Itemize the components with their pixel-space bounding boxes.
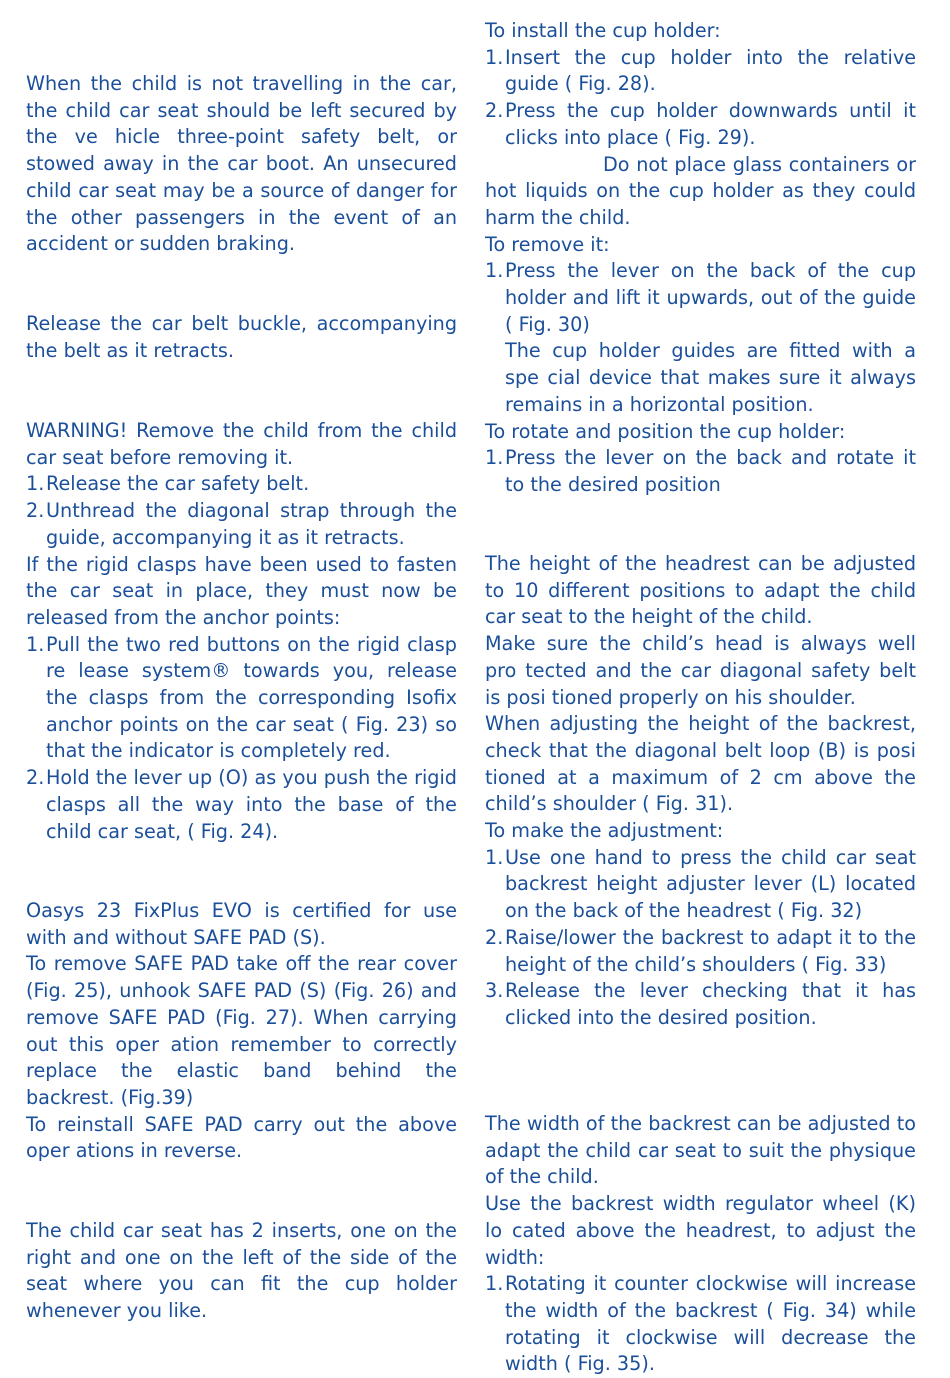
list-item: 1. Insert the cup holder into the relative guide ( Fig. 28).: [485, 45, 916, 96]
clasps-intro: If the rigid clasps have been used to fasten the car seat in place, they must now be released from the anchor points:: [26, 552, 457, 629]
list-item: 3. Release the lever checking that it has clicked into the desired position.: [485, 979, 916, 1029]
cup-holder-section: [485, 18, 916, 499]
remove-heading: To remove it:: [485, 232, 610, 256]
inserts-paragraph: The child car seat has 2 inserts, one on the right and one on the left of the side of the seat where you can fit the cup holder whenever you like.: [26, 1219, 457, 1323]
list-item: 1. Use one hand to press the child car seat backrest height adjuster lever (L) located on the back of the headrest ( Fig. 32): [485, 845, 916, 923]
list-item: 1. Rotating it counter clockwise will increase the width of the backrest ( Fig. 34) while rotating it clockwise will decrease the width ( Fig. 35).: [485, 1272, 916, 1376]
rotate-steps: [485, 445, 916, 498]
width-steps: [485, 1271, 916, 1378]
adjust-heading: To make the adjustment:: [485, 819, 724, 843]
list-item: 1. Pull the two red buttons on the rigid clasp re lease system® towards you, release the clasps from the corresponding Isofix anchor points on the car seat ( Fig. 23) so that the indicator is completely red.: [26, 632, 457, 763]
removal-steps: [26, 471, 457, 551]
safe-pad-paragraph-1: Oasys 23 FixPlus EVO is certified for use with and without SAFE PAD (S).: [26, 899, 457, 949]
removal-warning: WARNING! Remove the child from the child car seat before removing it.: [26, 419, 457, 469]
storage-section: [26, 71, 457, 258]
remove-note: The cup holder guides are fitted with a spe cial device that makes sure it always remains in a horizontal position.: [505, 339, 916, 416]
headrest-paragraph-2: Make sure the child’s head is always well pro tected and the car diagonal safety belt is posi tioned properly on his shoulder.: [485, 632, 916, 709]
list-item: 2. Unthread the diagonal strap through the guide, accompanying it as it retracts.: [26, 499, 457, 549]
width-section: [485, 1111, 916, 1378]
list-item: 2. Raise/lower the backrest to adapt it to the height of the child’s shoulders ( Fig. 33): [485, 925, 916, 976]
rotate-heading: To rotate and position the cup holder:: [485, 419, 846, 443]
install-heading: To install the cup holder:: [485, 19, 721, 42]
safe-pad-paragraph-3: To reinstall SAFE PAD carry out the above oper ations in reverse.: [26, 1112, 457, 1163]
headrest-section: [485, 551, 916, 1032]
list-item: 2. Press the cup holder downwards until it clicks into place ( Fig. 29).: [485, 99, 916, 149]
safe-pad-paragraph-2: To remove SAFE PAD take off the rear cover (Fig. 25), unhook SAFE PAD (S) (Fig. 26) and remove SAFE PAD (Fig. 27). When carrying out this oper ation remember to correctly replace the elastic band behind the backrest. (Fig.39): [26, 952, 457, 1109]
clasp-steps: [26, 632, 457, 846]
width-paragraph-1: The width of the backrest can be adjusted to adapt the child car seat to suit the physique of the child.: [485, 1112, 916, 1189]
removal-section: [26, 418, 457, 845]
release-paragraph: Release the car belt buckle, accompanying the belt as it retracts.: [26, 312, 457, 362]
release-section: [26, 311, 457, 364]
cup-holder-caution: Do not place glass containers or hot liquids on the cup holder as they could harm the child.: [485, 152, 916, 229]
list-item: 1. Release the car safety belt.: [26, 472, 310, 496]
width-paragraph-2: Use the backrest width regulator wheel (K) lo cated above the headrest, to adjust the width:: [485, 1192, 916, 1269]
storage-paragraph: When the child is not travelling in the car, the child car seat should be left secured by the ve hicle three-point safety belt, or stowed away in the car boot. An unsecured child car seat may be a source of danger for the other passengers in the event of an accident or sudden braking.: [26, 72, 457, 256]
list-item: 2. Hold the lever up (O) as you push the rigid clasps all the way into the base of the child car seat, ( Fig. 24).: [26, 766, 457, 843]
remove-steps: [485, 258, 916, 338]
install-steps: [485, 45, 916, 152]
list-item: 1. Press the lever on the back of the cup holder and lift it upwards, out of the guide ( Fig. 30): [485, 259, 916, 336]
inserts-section: [26, 1218, 457, 1325]
safe-pad-section: [26, 898, 457, 1165]
list-item: 1. Press the lever on the back and rotate it to the desired position: [485, 446, 916, 496]
headrest-steps: [485, 845, 916, 1032]
headrest-paragraph-1: The height of the headrest can be adjusted to 10 different positions to adapt the child car seat to the height of the child.: [485, 552, 916, 629]
headrest-paragraph-3: When adjusting the height of the backrest, check that the diagonal belt loop (B) is posi tioned at a maximum of 2 cm above the child’s shoulder ( Fig. 31).: [485, 712, 916, 816]
